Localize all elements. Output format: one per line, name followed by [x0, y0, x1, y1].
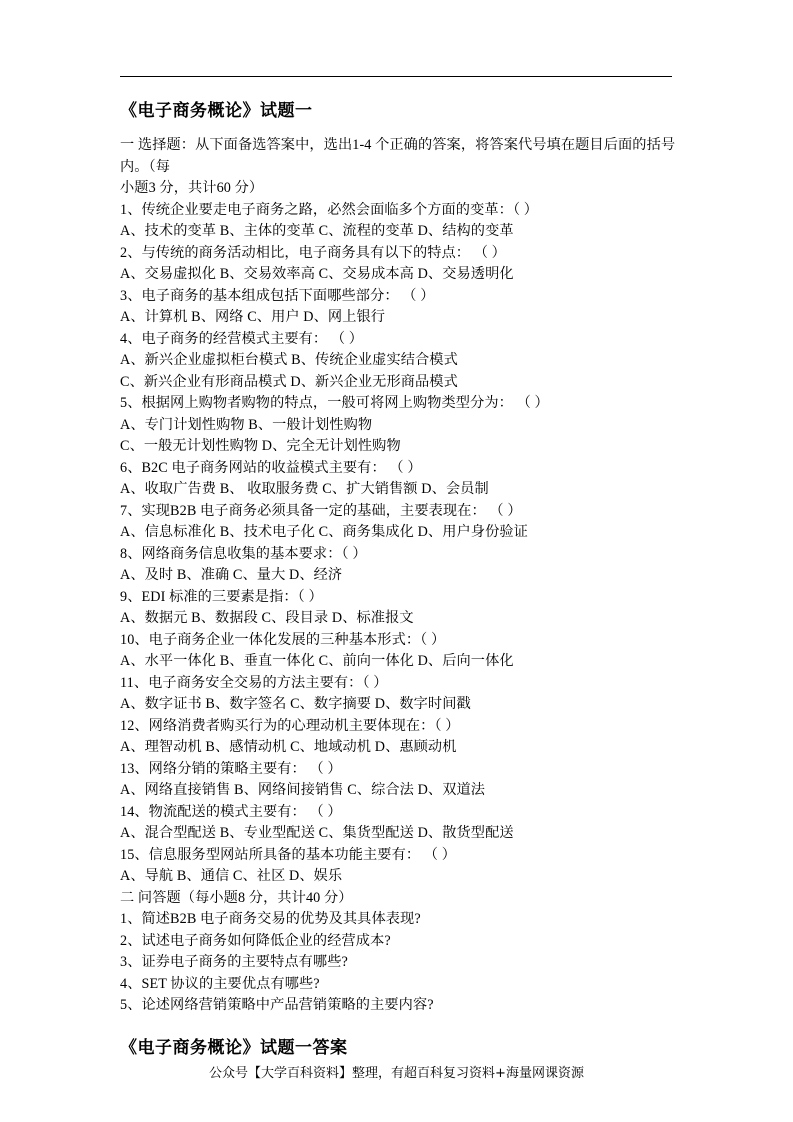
- option-line: A、收取广告费 B、 收取服务费 C、扩大销售额 D、会员制: [120, 481, 489, 497]
- option-line: A、混合型配送 B、专业型配送 C、集货型配送 D、散货型配送: [120, 825, 514, 841]
- page-footer: 公众号【大学百科资料】整理，有超百科复习资料+海量网课资源: [209, 1066, 584, 1081]
- question-line: 12、网络消费者购买行为的心理动机主要体现在：（ ）: [120, 717, 460, 734]
- essay-question-line: 5、论述网络营销策略中产品营销策略的主要内容?: [120, 997, 434, 1013]
- question-line: 11、电子商务安全交易的方法主要有：（ ）: [120, 674, 388, 691]
- option-line: A、交易虚拟化 B、交易效率高 C、交易成本高 D、交易透明化: [120, 266, 514, 282]
- question-line: 8、网络商务信息收集的基本要求：（ ）: [120, 545, 367, 562]
- option-line: A、专门计划性购物 B、一般计划性购物: [120, 416, 373, 433]
- page-title: 《电子商务概论》试题一: [120, 101, 313, 121]
- option-line: A、技术的变革 B、主体的变革 C、流程的变革 D、结构的变革: [120, 223, 514, 239]
- essay-question-line: 4、SET 协议的主要优点有哪些?: [120, 975, 320, 992]
- section-one-intro-line-1: 一 选择题：从下面备选答案中，选出1-4 个正确的答案，将答案代号填在题目后面的括号内。（每: [120, 137, 676, 175]
- essay-question-line: 2、试述电子商务如何降低企业的经营成本?: [120, 932, 391, 949]
- section-two-heading: 二 问答题（每小题8 分，共计40 分）: [120, 889, 353, 906]
- option-line: A、水平一体化 B、垂直一体化 C、前向一体化 D、后向一体化: [120, 653, 514, 669]
- question-line: 10、电子商务企业一体化发展的三种基本形式：（ ）: [120, 631, 446, 648]
- option-line: A、信息标准化 B、技术电子化 C、商务集成化 D、用户身份验证: [120, 524, 528, 540]
- answer-section-title: 《电子商务概论》试题一答案: [120, 1037, 348, 1058]
- option-line: A、网络直接销售 B、网络间接销售 C、综合法 D、双道法: [120, 782, 486, 798]
- question-line: 14、物流配送的模式主要有： （ ）: [120, 803, 342, 820]
- essay-question-line: 1、简述B2B 电子商务交易的优势及其具体表现?: [120, 911, 421, 927]
- question-line: 15、信息服务型网站所具备的基本功能主要有： （ ）: [120, 846, 457, 863]
- question-line: 4、电子商务的经营模式主要有： （ ）: [120, 330, 364, 347]
- question-line: 9、EDI 标准的三要素是指：（ ）: [120, 588, 323, 605]
- header-divider: [120, 76, 672, 77]
- question-line: 7、实现B2B 电子商务必须具备一定的基础，主要表现在： （ ）: [120, 502, 522, 519]
- option-line: A、新兴企业虚拟柜台模式 B、传统企业虚实结合模式: [120, 352, 458, 368]
- question-line: 2、与传统的商务活动相比，电子商务具有以下的特点： （ ）: [120, 244, 506, 261]
- document-content: [120, 96, 680, 1058]
- question-line: 6、B2C 电子商务网站的收益模式主要有： （ ）: [120, 459, 422, 476]
- option-line: A、计算机 B、网络 C、用户 D、网上银行: [120, 309, 386, 325]
- question-line: 3、电子商务的基本组成包括下面哪些部分： （ ）: [120, 287, 435, 304]
- option-line: C、新兴企业有形商品模式 D、新兴企业无形商品模式: [120, 373, 458, 390]
- option-line: A、理智动机 B、感情动机 C、地域动机 D、惠顾动机: [120, 739, 457, 755]
- section-one-intro-line-2: 小题3 分，共计60 分）: [120, 180, 264, 196]
- essay-question-line: 3、证券电子商务的主要特点有哪些?: [120, 954, 348, 970]
- option-line: A、及时 B、准确 C、量大 D、经济: [120, 567, 343, 583]
- question-line: 13、网络分销的策略主要有： （ ）: [120, 760, 342, 777]
- option-line: A、数据元 B、数据段 C、段目录 D、标准报文: [120, 610, 414, 626]
- option-line: A、导航 B、通信 C、社区 D、娱乐: [120, 868, 343, 884]
- question-line: 1、传统企业要走电子商务之路，必然会面临多个方面的变革：（ ）: [120, 201, 539, 218]
- option-line: A、数字证书 B、数字签名 C、数字摘要 D、数字时间戳: [120, 696, 471, 712]
- option-line: C、一般无计划性购物 D、完全无计划性购物: [120, 438, 401, 454]
- question-line: 5、根据网上购物者购物的特点，一般可将网上购物类型分为： （ ）: [120, 395, 549, 411]
